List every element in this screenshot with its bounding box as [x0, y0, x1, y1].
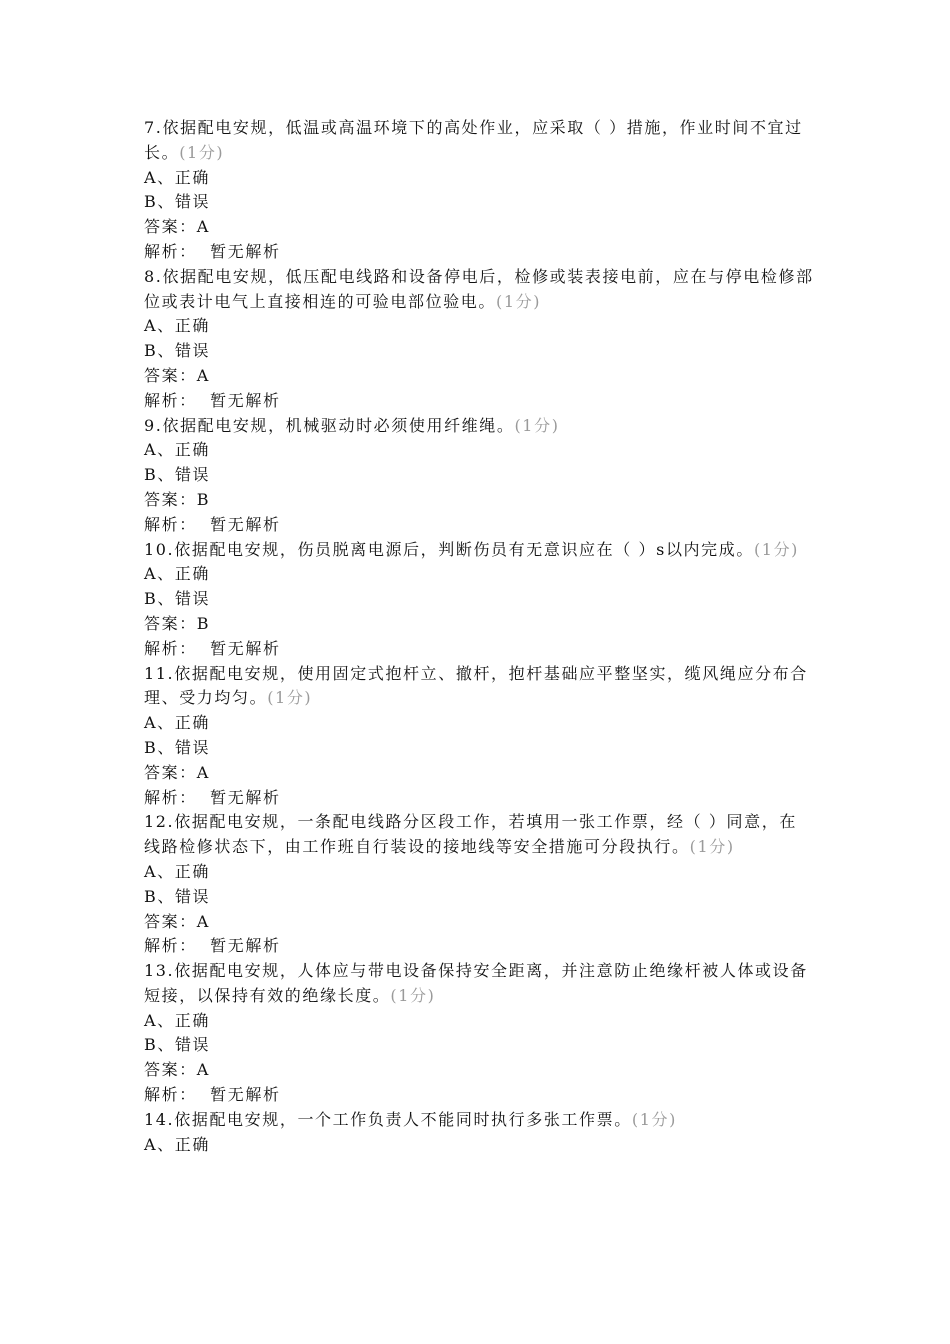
option-b: B、错误 [144, 341, 211, 361]
question-13 [144, 959, 814, 1108]
question-score: (1分) [753, 539, 800, 559]
question-text: 13.依据配电安规，人体应与带电设备保持安全距离，并注意防止绝缘杆被人体或设备短接，以保持有效的绝缘长度。 [144, 961, 808, 1005]
analysis: 解析： 暂无解析 [144, 514, 281, 534]
question-stem [144, 538, 814, 563]
analysis: 解析： 暂无解析 [144, 638, 281, 658]
answer: 答案：B [144, 613, 211, 633]
question-text: 11.依据配电安规，使用固定式抱杆立、撤杆，抱杆基础应平整坚实，缆风绳应分布合理、受力均匀。 [144, 663, 808, 708]
analysis: 解析： 暂无解析 [144, 936, 281, 956]
option-a: A、正确 [144, 713, 210, 733]
option-a: A、正确 [144, 1010, 210, 1030]
option-a: A、正确 [144, 1134, 210, 1154]
answer: 答案：A [144, 762, 210, 782]
question-text: 12.依据配电安规，一条配电线路分区段工作，若填用一张工作票，经（ ）同意，在线路检修状态下，由工作班自行装设的接地线等安全措施可分段执行。 [144, 812, 797, 857]
option-b: B、错误 [144, 589, 211, 609]
answer: 答案：A [144, 911, 210, 931]
analysis: 解析： 暂无解析 [144, 1085, 281, 1105]
question-11 [144, 662, 814, 811]
question-8 [144, 265, 814, 414]
question-text: 14.依据配电安规，一个工作负责人不能同时执行多张工作票。 [144, 1109, 632, 1129]
option-b: B、错误 [144, 1035, 211, 1055]
question-score: (1分) [390, 985, 436, 1005]
question-14 [144, 1108, 814, 1158]
question-12 [144, 810, 814, 959]
question-stem [144, 662, 814, 712]
question-7 [144, 116, 814, 265]
question-score: (1分) [496, 291, 542, 311]
question-text: 7.依据配电安规，低温或高温环境下的高处作业，应采取（ ）措施，作业时间不宜过长。 [144, 118, 803, 162]
question-stem [144, 1108, 814, 1133]
analysis: 解析： 暂无解析 [144, 787, 281, 807]
question-text: 9.依据配电安规，机械驱动时必须使用纤维绳。 [144, 415, 515, 435]
question-stem [144, 810, 814, 860]
option-a: A、正确 [144, 167, 210, 187]
question-text: 8.依据配电安规，低压配电线路和设备停电后，检修或装表接电前，应在与停电检修部位或表计电气上直接相连的可验电部位验电。 [144, 266, 814, 311]
option-a: A、正确 [144, 440, 210, 460]
option-b: B、错误 [144, 886, 211, 906]
option-a: A、正确 [144, 861, 210, 881]
answer: 答案：A [144, 217, 210, 237]
option-a: A、正确 [144, 316, 210, 336]
answer: 答案：A [144, 1060, 210, 1080]
analysis: 解析： 暂无解析 [144, 241, 281, 261]
question-stem [144, 265, 814, 315]
option-b: B、错误 [144, 737, 211, 757]
answer: 答案：A [144, 365, 210, 385]
question-stem [144, 959, 814, 1009]
question-score: (1分) [514, 415, 560, 435]
option-b: B、错误 [144, 465, 211, 485]
question-9 [144, 414, 814, 538]
analysis: 解析： 暂无解析 [144, 390, 281, 410]
option-a: A、正确 [144, 564, 210, 584]
option-b: B、错误 [144, 192, 211, 212]
question-score: (1分) [267, 688, 313, 708]
question-score: (1分) [631, 1109, 677, 1129]
question-score: (1分) [689, 837, 735, 857]
document-page [144, 116, 814, 1157]
question-score: (1分) [179, 142, 225, 162]
question-stem [144, 414, 814, 439]
answer: 答案：B [144, 489, 211, 509]
question-text: 10.依据配电安规，伤员脱离电源后，判断伤员有无意识应在（ ）s以内完成。 [144, 539, 754, 559]
question-10 [144, 538, 814, 662]
question-stem [144, 116, 814, 166]
